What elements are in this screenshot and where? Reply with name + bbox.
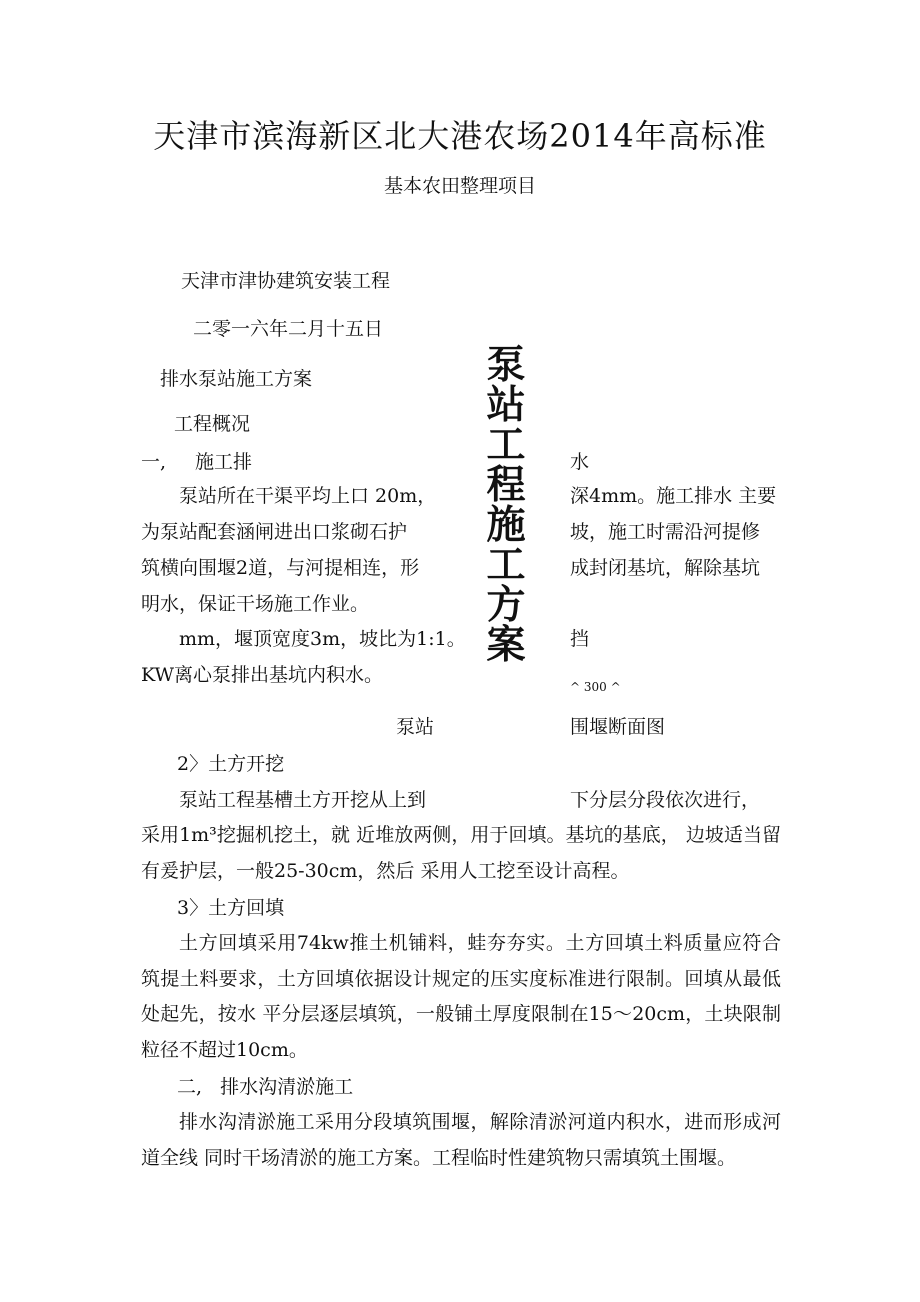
- section1-left-line: 明水，保证干场施工作业。: [141, 593, 370, 615]
- plan-title: 排水泵站施工方案: [160, 368, 313, 390]
- section1-dimension-label: ^ 300 ^: [570, 680, 621, 694]
- company-name: 天津市津协建筑安装工程: [181, 270, 391, 292]
- vertical-title-char: 方: [486, 583, 526, 628]
- section1-right-line: 挡: [570, 628, 590, 650]
- earthwork-line-right: 下分层分段依次进行，: [570, 789, 761, 811]
- figure-label-right: 围堰断面图: [570, 716, 666, 738]
- section1-left-line: 泵站所在干渠平均上口 20m，: [179, 485, 437, 507]
- document-date: 二零一六年二月十五日: [193, 318, 384, 340]
- earthwork-heading: 2〉土方开挖: [177, 753, 285, 775]
- earthwork-line-left: 泵站工程基槽土方开挖从上到: [179, 789, 427, 811]
- section2-heading: 二, 排水沟清淤施工: [177, 1076, 354, 1098]
- section1-heading-right: 水: [570, 451, 590, 473]
- section1-right-line: 深4mm。施工排水 主要: [570, 485, 777, 507]
- overview-heading: 工程概况: [174, 413, 251, 435]
- section1-right-line: 坡，施工时需沿河提修: [570, 521, 761, 543]
- section1-left-line: KW离心泵排出基坑内积水。: [141, 664, 384, 686]
- vertical-title-char: 案: [486, 623, 526, 668]
- vertical-title: [484, 343, 528, 668]
- section1-left-line: mm，堰顶宽度3m，坡比为1:1。: [179, 628, 466, 650]
- backfill-paragraph: 土方回填采用74kw推土机铺料，蛙夯夯实。土方回填土料质量应符合筑提土料要求，土方回填依据设计规定的压实度标准进行限制。回填从最低处起先，按水 平分层逐层填筑，一般铺土厚度限制在15～20cm，土块限制粒径不超过10cm。: [141, 932, 781, 1061]
- figure-label-left: 泵站: [396, 716, 435, 738]
- document-title: 天津市滨海新区北大港农场2014年高标准: [153, 117, 767, 155]
- document-subtitle: 基本农田整理项目: [383, 175, 536, 197]
- vertical-title-char: 工: [486, 543, 526, 588]
- vertical-title-char: 工: [486, 423, 526, 468]
- section1-heading-left: 施工排: [195, 451, 253, 473]
- vertical-title-char: 程: [486, 463, 526, 508]
- section1-right-line: 成封闭基坑，解除基坑: [570, 557, 761, 579]
- vertical-title-char: 泵: [486, 343, 526, 388]
- vertical-title-char: 站: [486, 383, 526, 428]
- section1-left-line: 筑横向围堰2道，与河提相连，形: [141, 557, 420, 579]
- backfill-heading: 3〉土方回填: [177, 897, 285, 919]
- section1-left-line: 为泵站配套涵闸进出口浆砌石护: [141, 521, 408, 543]
- vertical-title-char: 施: [486, 503, 526, 548]
- section1-number: 一,: [141, 451, 167, 473]
- section2-paragraph: 排水沟清淤施工采用分段填筑围堰，解除清淤河道内积水，进而形成河道全线 同时干场清淤的施工方案。工程临时性建筑物只需填筑土围堰。: [141, 1111, 781, 1169]
- earthwork-paragraph: 采用1m³挖掘机挖土，就 近堆放两侧，用于回填。基坑的基底， 边坡适当留有爰护层，一般25-30cm，然后 采用人工挖至设计高程。: [141, 824, 781, 882]
